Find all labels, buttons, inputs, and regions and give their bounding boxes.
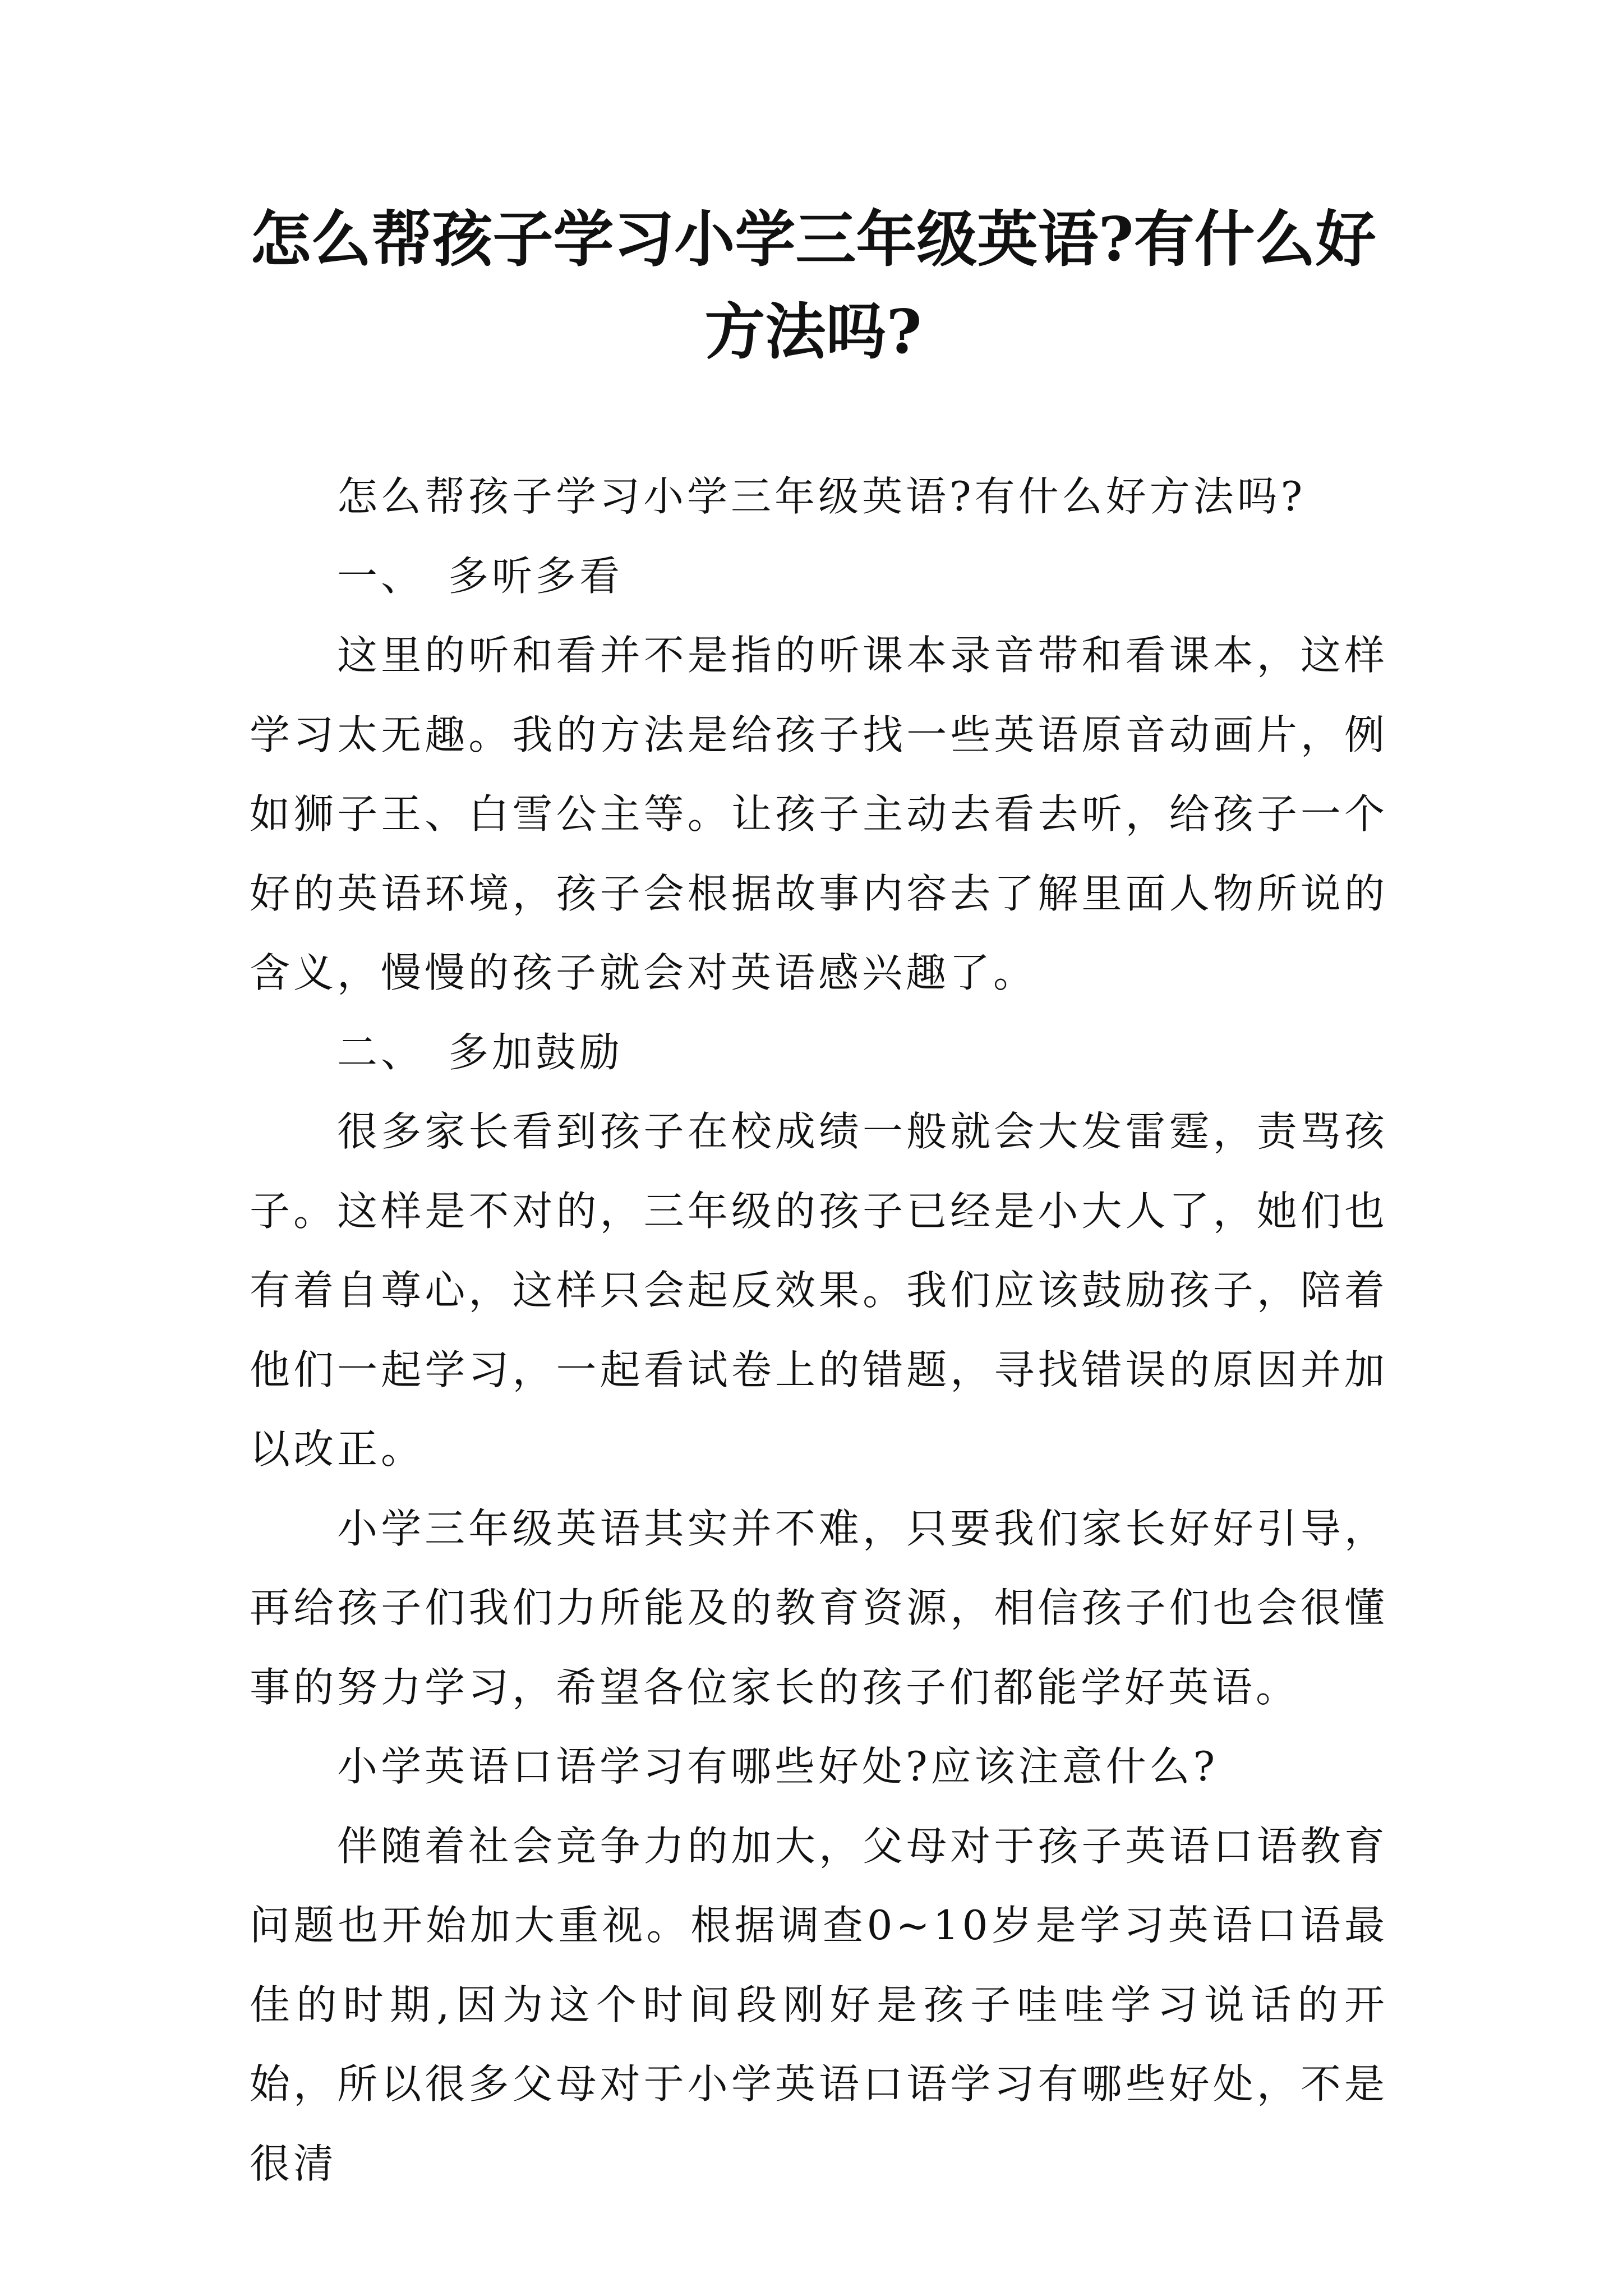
paragraph-oral-question: 小学英语口语学习有哪些好处?应该注意什么? [337, 1743, 1219, 1790]
document-title: 怎么帮孩子学习小学三年级英语?有什么好方法吗? [250, 204, 1376, 367]
paragraph-summary: 小学三年级英语其实并不难，只要我们家长好好引导，再给孩子们我们力所能及的教育资源，相信孩子们也会很懂事的努力学习，希望各位家长的孩子们都能学好英语。 [250, 1504, 1388, 1711]
paragraph-listen-watch: 这里的听和看并不是指的听课本录音带和看课本，这样学习太无趣。我的方法是给孩子找一些英语原音动画片，例如狮子王、白雪公主等。让孩子主动去看去听，给孩子一个好的英语环境，孩子会根据故事内容去了解里面人物所说的含义，慢慢的孩子就会对英语感兴趣了。 [250, 632, 1388, 996]
document-body [250, 457, 1388, 2203]
paragraph-oral-intro: 伴随着社会竞争力的加大，父母对于孩子英语口语教育问题也开始加大重视。根据调查0~10岁是学习英语口语最佳的时期,因为这个时间段刚好是孩子哇哇学习说话的开始，所以很多父母对于小学英语口语学习有哪些好处，不是很清 [250, 1822, 1388, 2187]
section-heading-2: 二、 多加鼓励 [337, 1028, 624, 1076]
paragraph-intro-question: 怎么帮孩子学习小学三年级英语?有什么好方法吗? [337, 473, 1306, 520]
paragraph-encourage: 很多家长看到孩子在校成绩一般就会大发雷霆，责骂孩子。这样是不对的，三年级的孩子已经是小大人了，她们也有着自尊心，这样只会起反效果。我们应该鼓励孩子，陪着他们一起学习，一起看试卷上的错题，寻找错误的原因并加以改正。 [250, 1108, 1388, 1473]
section-heading-1: 一、 多听多看 [337, 552, 624, 600]
